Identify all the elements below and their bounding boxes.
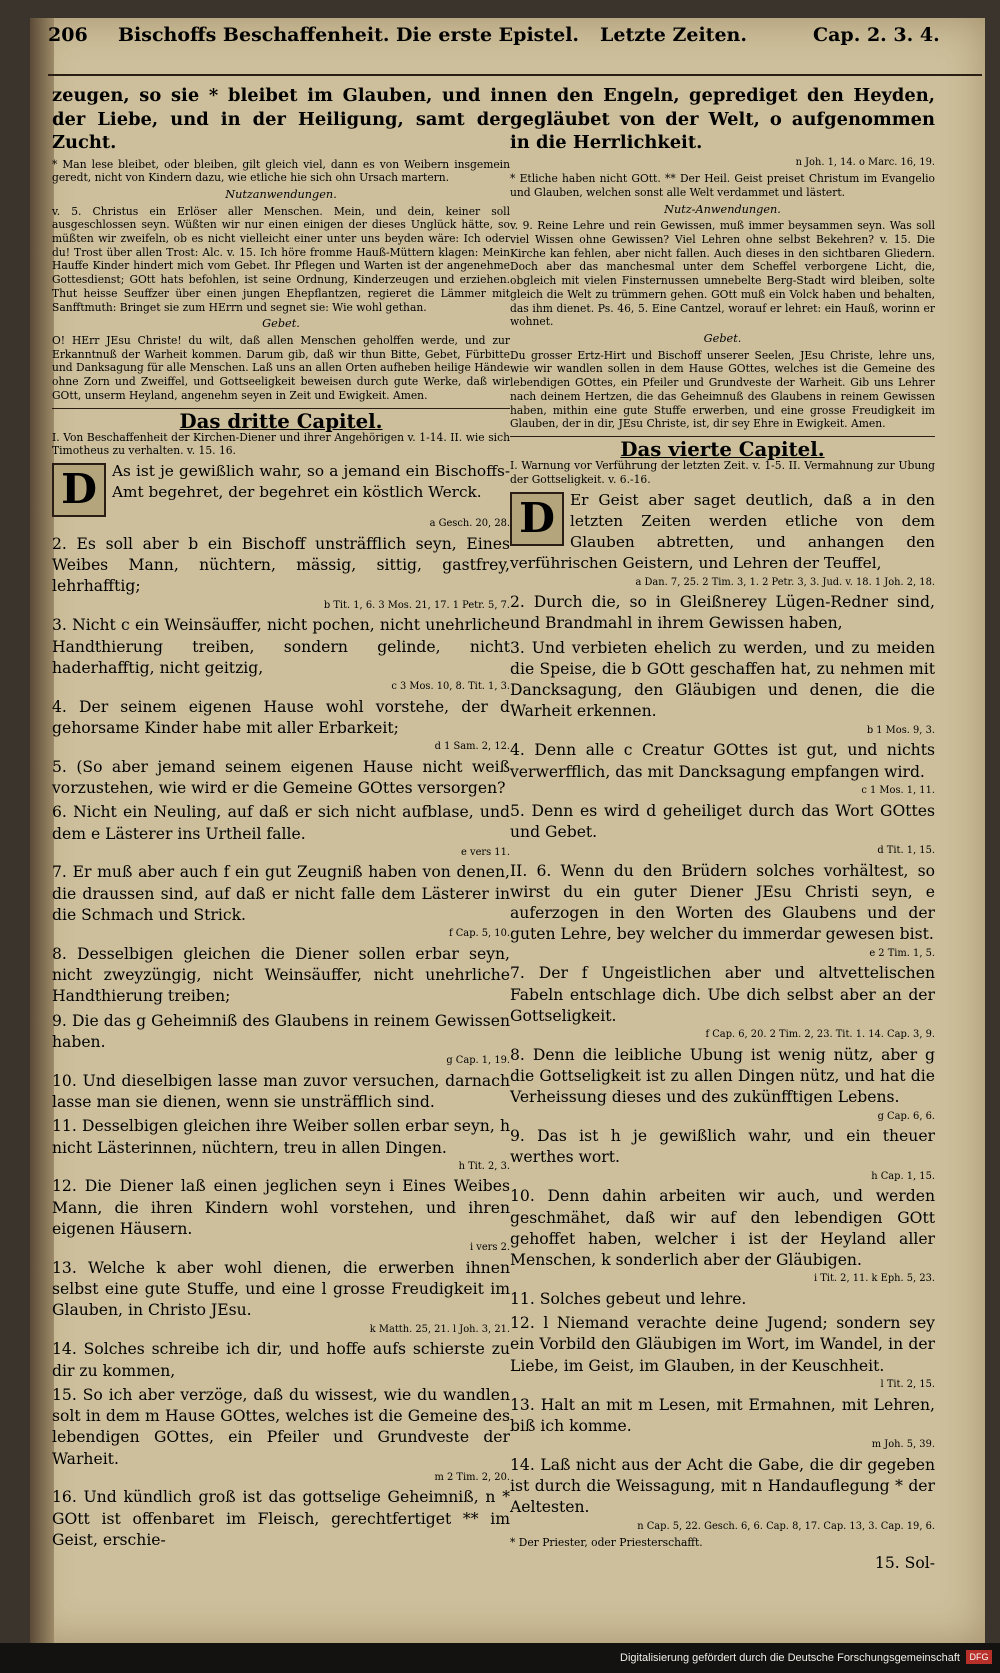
left-nutz-title: Nutzanwendungen. xyxy=(225,187,337,201)
right-verse-1-text: Er Geist aber saget deutlich, daß a in den letzten Zeiten werden etliche von dem Glauben abtretten, und anhangen den verführischen Geistern, und Lehren der Teuffel, xyxy=(510,490,935,573)
left-ref-4: d 1 Sam. 2, 12. xyxy=(434,741,510,753)
right-ref-6: e 2 Tim. 1, 5. xyxy=(869,947,935,959)
left-column xyxy=(52,84,510,1554)
right-verse-2: 2. Durch die, so in Gleißnerey Lügen-Redner sind, und Brandmahl in ihrem Gewissen haben, xyxy=(510,593,935,633)
left-verse-13: 13. Welche k aber wohl dienen, die erwerben ihnen selbst eine gute Stuffe, und eine l grosse Freudigkeit im Glauben, in Christo JEsu. xyxy=(52,1258,510,1320)
footer-credit: Digitalisierung gefördert durch die Deutsche Forschungsgemeinschaft xyxy=(620,1652,960,1664)
left-verse-12: 12. Die Diener laß einen jeglichen seyn i Eines Weibes Mann, die ihren Kindern wohl vorstehen, und ihren eigenen Häusern. xyxy=(52,1177,510,1238)
running-header xyxy=(48,18,982,52)
left-gebet-title: Gebet. xyxy=(262,317,300,331)
right-ref-3: b 1 Mos. 9, 3. xyxy=(866,724,935,736)
right-ref-14: n Cap. 5, 22. Gesch. 6, 6. Cap. 8, 17. Cap. 13, 3. Cap. 19, 6. xyxy=(637,1520,935,1532)
header-title-center: Die erste Epistel. xyxy=(396,24,580,46)
left-gebet-text: O! HErr JEsu Christe! du wilt, daß allen Menschen geholffen werde, und zur Erkanntnuß der Warheit kommen. Darum gib, daß wir thun Bitte, Gebet, Fürbitte und Danksagung für alle Menschen. Laß uns an allen Orten aufheben heilige Hände ohne Zorn und Zweiffel, und Gottseeligkeit beweisen durch gute Werke, daß wir GOtt, unserm Heyland, angenehm seyen in Zeit und Ewigkeit. Amen. xyxy=(52,334,510,402)
right-footnote: * Etliche haben nicht GOtt. ** Der Heil. Geist preiset Christum im Evangelio und Glauben, welchen sonst alle Welt verdammet und lästert. xyxy=(510,172,935,199)
left-verse-1-text: As ist je gewißlich wahr, so a jemand ein Bischoffs-Amt begehret, der begehret ein köstlich Werck. xyxy=(112,462,510,502)
right-ref-7: f Cap. 6, 20. 2 Tim. 2, 23. Tit. 1. 14. Cap. 3, 9. xyxy=(705,1029,935,1041)
right-chapter-title: Das vierte Capitel. xyxy=(620,437,825,462)
right-footnote-bottom: * Der Priester, oder Priesterschafft. xyxy=(510,1536,703,1550)
left-verse-9: 9. Die das g Geheimniß des Glaubens in reinem Gewissen haben. xyxy=(52,1011,510,1051)
right-verse-3: 3. Und verbieten ehelich zu werden, und zu meiden die Speise, die b GOtt geschaffen hat, zu nehmen mit Dancksagung, den Gläubigen und denen, die die Warheit erkennen. xyxy=(510,638,935,721)
left-chapter-summary: I. Von Beschaffenheit der Kirchen-Diener und ihrer Angehörigen v. 1-14. II. wie sich Timotheus zu verhalten. v. 15. 16. xyxy=(52,430,510,458)
left-verse-10: 10. Und dieselbigen lasse man zuvor versuchen, darnach lasse man sie dienen, wenn sie unsträfflich sind. xyxy=(52,1071,510,1112)
right-verse-4: 4. Denn alle c Creatur GOttes ist gut, und nichts verwerfflich, das mit Dancksagung empfangen wird. xyxy=(510,741,935,781)
digitization-footer xyxy=(0,1643,1000,1673)
left-ref-1: a Gesch. 20, 28. xyxy=(429,518,510,530)
left-footnote: * Man lese bleibet, oder bleiben, gilt gleich viel, dann es von Weibern insgemein geredt, nicht von Kindern dazu, wie etliche hie sich ohn Ursach martern. xyxy=(52,157,510,185)
right-ref-1: a Dan. 7, 25. 2 Tim. 3, 1. 2 Petr. 3, 3. Jud. v. 18. 1 Joh. 2, 18. xyxy=(635,576,935,588)
right-verse-11: 11. Solches gebeut und lehre. xyxy=(510,1289,747,1308)
left-ref-15: m 2 Tim. 2, 20. xyxy=(434,1471,510,1483)
right-ref-4: c 1 Mos. 1, 11. xyxy=(861,784,935,796)
right-verse-10: 10. Denn dahin arbeiten wir auch, und werden geschmähet, daß wir auf den lebendigen GOtt gehoffet haben, welcher i ist der Heyland aller Menschen, k sonderlich aber der Gläubigen. xyxy=(510,1187,935,1270)
right-nutz-title: Nutz-Anwendungen. xyxy=(664,202,781,216)
page-number: 206 xyxy=(48,24,88,46)
left-verse-6: 6. Nicht ein Neuling, auf daß er sich nicht aufblase, und dem e Lästerer ins Urtheil falle. xyxy=(52,803,510,843)
left-nutz-text: v. 5. Christus ein Erlöser aller Menschen. Mein, und dein, keiner soll ausgeschlossen seyn. Wüßten wir nur einen einigen der dieses Unglück hätte, so müßten wir zweifeln, ob es nicht vielleicht einer unter uns beyden wäre: Ich oder du! Trost über allen Trost: Alc. v. 15. Ich höre fromme Hauß-Müttern klagen: Mein Hauffe Kinder hindert mich vom Gebet. Ihr Pflegen und Warten ist der angenehme Gottesdienst; GOtt hats befohlen, ist seine Ordnung, Kinderzeugen und erziehen. Thut heisse Seuffzer über einen jungen Ehepflantzen, regieret die Lämmer mit Sanfftmuth: Bringet sie zum HErrn und segnet sie: Wie wohl gethan. xyxy=(52,204,510,314)
left-verse-7: 7. Er muß aber auch f ein gut Zeugniß haben von denen, die draussen sind, auf daß er nicht falle dem Lästerer in die Schmach und Strick. xyxy=(52,863,510,924)
left-verse-4: 4. Der seinem eigenen Hause wohl vorstehe, der d gehorsame Kinder habe mit aller Erbarkeit; xyxy=(52,697,510,737)
left-ref-6: e vers 11. xyxy=(461,846,510,858)
right-verse-13: 13. Halt an mit m Lesen, mit Ermahnen, mit Lehren, biß ich komme. xyxy=(510,1395,935,1435)
right-gebet-title: Gebet. xyxy=(703,332,742,345)
catchword: 15. Sol- xyxy=(874,1553,935,1572)
left-ref-9: g Cap. 1, 19. xyxy=(446,1055,510,1067)
right-column xyxy=(510,84,935,1577)
left-verse-continuation: zeugen, so sie * bleibet im Glauben, und in der Liebe, und in der Heiligung, samt der Zucht. xyxy=(52,85,510,153)
right-nutz-text: v. 9. Reine Lehre und rein Gewissen, muß immer beysammen seyn. Was soll viel Wissen ohne Gewissen? Viel Lehren ohne selbst Bekehren? v. 15. Die Kirche kan fehlen, aber nicht fallen. Auch dieses in den sichtbaren Gliedern. Doch aber das manchesmal unter dem Scheffel verborgene Licht, die, obgleich mit vielen Finsternussen umnebelte Berg-Stadt wird bleiben, solte gleich die Welt zu trümmern gehen. GOtt muß ein Volck haben und behalten, das ihm dienet. Ps. 46, 5. Eine Cantzel, worauf er lehret: ein Hauß, worinn er wohnet. xyxy=(510,219,935,329)
header-chapter: Cap. 2. 3. 4. xyxy=(813,24,940,46)
right-verse-8: 8. Denn die leibliche Ubung ist wenig nütz, aber g die Gottseligkeit ist zu allen Dingen nütz, und hat die Verheissung dieses und des zukünfftigen Lebens. xyxy=(510,1045,935,1107)
right-verse-6: II. 6. Wenn du den Brüdern solches vorhältest, so wirst du ein guter Diener JEsu Christi seyn, e auferzogen in den Worten des Glaubens und der guten Lehre, bey welcher du immerdar gewesen bist. xyxy=(510,861,935,944)
left-ref-2: b Tit. 1, 6. 3 Mos. 21, 17. 1 Petr. 5, 7. xyxy=(323,599,510,611)
left-ref-7: f Cap. 5, 10. xyxy=(448,928,510,940)
right-ref-8: g Cap. 6, 6. xyxy=(877,1110,935,1122)
right-verse-1 xyxy=(510,490,935,575)
right-verse-12: 12. l Niemand verachte deine Jugend; sondern sey ein Vorbild den Gläubigen im Wort, im Wandel, in der Liebe, im Geist, im Glauben, in der Keuschheit. xyxy=(510,1314,935,1375)
left-ref-3: c 3 Mos. 10, 8. Tit. 1, 3. xyxy=(391,681,510,692)
left-chapter-title: Das dritte Capitel. xyxy=(179,409,383,434)
left-verse-11: 11. Desselbigen gleichen ihre Weiber sollen erbar seyn, h nicht Lästerinnen, nüchtern, treu in allen Dingen. xyxy=(52,1117,510,1157)
right-verse-7: 7. Der f Ungeistlichen aber und altvettelischen Fabeln entschlage dich. Ube dich selbst aber an der Gottseligkeit. xyxy=(510,964,935,1025)
drop-cap-initial: D xyxy=(52,463,106,517)
left-verse-3: 3. Nicht c ein Weinsäuffer, nicht pochen, nicht unehrliche Handthierung treiben, sondern gelinde, nicht haderhafftig, nicht geitzig, xyxy=(52,616,510,677)
right-verse-14: 14. Laß nicht aus der Acht die Gabe, die dir gegeben ist durch die Weissagung, mit n Handauflegung * der Aeltesten. xyxy=(510,1455,935,1517)
right-verse-5: 5. Denn es wird d geheiliget durch das Wort GOttes und Gebet. xyxy=(510,801,935,841)
right-ref-5: d Tit. 1, 15. xyxy=(877,845,935,857)
right-chapter-summary: I. Warnung vor Verführung der letzten Zeit. v. 1-5. II. Vermahnung zur Ubung der Gottseligkeit. v. 6.-16. xyxy=(510,459,935,486)
right-ref-12: l Tit. 2, 15. xyxy=(880,1378,935,1390)
header-rule xyxy=(48,74,982,76)
right-verse-9: 9. Das ist h je gewißlich wahr, und ein theuer werthes wort. xyxy=(510,1127,935,1167)
right-ref-10: i Tit. 2, 11. k Eph. 5, 23. xyxy=(813,1273,935,1285)
right-ref-13: m Joh. 5, 39. xyxy=(871,1439,935,1451)
left-verse-5: 5. (So aber jemand seinem eigenen Hause nicht weiß vorzustehen, wie wird er die Gemeine GOttes versorgen? xyxy=(52,757,510,798)
header-title-right: Letzte Zeiten. xyxy=(600,24,747,46)
right-gebet-text: Du grosser Ertz-Hirt und Bischoff unserer Seelen, JEsu Christe, lehre uns, wie wir wandlen sollen in dem Hause GOttes, welches ist die Gemeine des lebendigen GOttes, ein Pfeiler und Grundveste der Warheit. Gib uns Lehrer nach deinem Hertzen, die das Geheimnuß des Glaubens in reinem Gewissen haben, mithin eine gute Stuffe erwerben, und eine grosse Freudigkeit im Glauben, der in dir, JEsu Christe, ist, dir sey Ehre in Ewigkeit. Amen. xyxy=(510,348,935,431)
left-ref-13: k Matth. 25, 21. l Joh. 3, 21. xyxy=(369,1323,510,1335)
dfg-logo: DFG xyxy=(966,1650,992,1664)
right-ref-top: n Joh. 1, 14. o Marc. 16, 19. xyxy=(795,156,935,168)
page-binding-edge xyxy=(30,18,54,1643)
left-verse-1 xyxy=(52,461,510,514)
left-ref-12: i vers 2. xyxy=(469,1242,510,1254)
left-ref-11: h Tit. 2, 3. xyxy=(458,1160,510,1172)
drop-cap-initial: D xyxy=(510,492,564,546)
left-verse-2: 2. Es soll aber b ein Bischoff unsträfflich seyn, Eines Weibes Mann, nüchtern, mässig, sittig, gastfrey, lehrhafftig; xyxy=(52,534,510,596)
header-title-left: Bischoffs Beschaffenheit. xyxy=(118,24,390,46)
left-verse-14: 14. Solches schreibe ich dir, und hoffe aufs schierste zu dir zu kommen, xyxy=(52,1340,510,1380)
right-verse-continuation: nen den Engeln, geprediget den Heyden, gegläubet von der Welt, o aufgenommen in die Herrlichkeit. xyxy=(510,85,935,153)
right-ref-9: h Cap. 1, 15. xyxy=(871,1170,935,1182)
left-verse-8: 8. Desselbigen gleichen die Diener sollen erbar seyn, nicht zweyzüngig, nicht Weinsäuffer, nicht unehrliche Handthierung treiben; xyxy=(52,944,510,1006)
left-verse-15: 15. So ich aber verzöge, daß du wissest, wie du wandlen solt in dem m Hause GOttes, welches ist die Gemeine des lebendigen GOttes, ein Pfeiler und Grundveste der Warheit. xyxy=(52,1385,510,1468)
left-verse-16: 16. Und kündlich groß ist das gottselige Geheimniß, n * GOtt ist offenbaret im Fleisch, gerechtfertiget ** im Geist, erschie- xyxy=(52,1488,510,1549)
